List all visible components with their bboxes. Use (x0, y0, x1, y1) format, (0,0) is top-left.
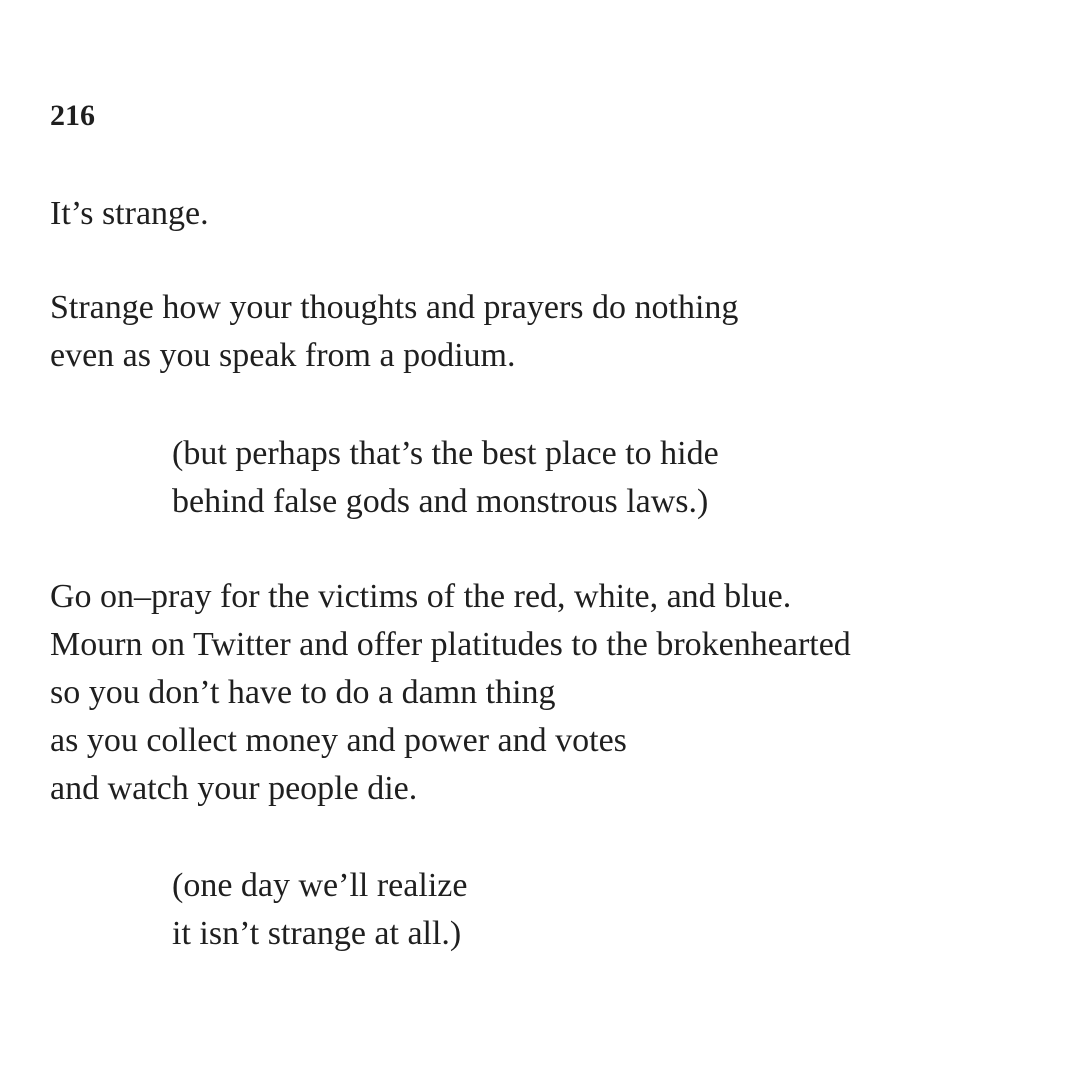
poem-line: even as you speak from a podium. (50, 337, 516, 374)
poem-line: it isn’t strange at all.) (172, 915, 462, 952)
stanza-3-indented (172, 430, 719, 526)
poem-line: (but perhaps that’s the best place to hide (172, 435, 719, 472)
poem-line: behind false gods and monstrous laws.) (172, 483, 709, 520)
stanza-1 (50, 190, 209, 238)
stanza-5-indented (172, 862, 467, 958)
poem-line: (one day we’ll realize (172, 867, 468, 904)
stanza-4 (50, 573, 851, 813)
poem-line: Mourn on Twitter and offer platitudes to the brokenhearted (50, 626, 851, 663)
poem-line: It’s strange. (50, 195, 209, 232)
poem-line: so you don’t have to do a damn thing (50, 674, 556, 711)
poem-line: Strange how your thoughts and prayers do nothing (50, 289, 739, 326)
poem-line: as you collect money and power and votes (50, 722, 627, 759)
stanza-2 (50, 284, 738, 380)
poem-line: Go on–pray for the victims of the red, white, and blue. (50, 578, 792, 615)
poem-number: 216 (50, 99, 95, 132)
poem-line: and watch your people die. (50, 770, 418, 807)
